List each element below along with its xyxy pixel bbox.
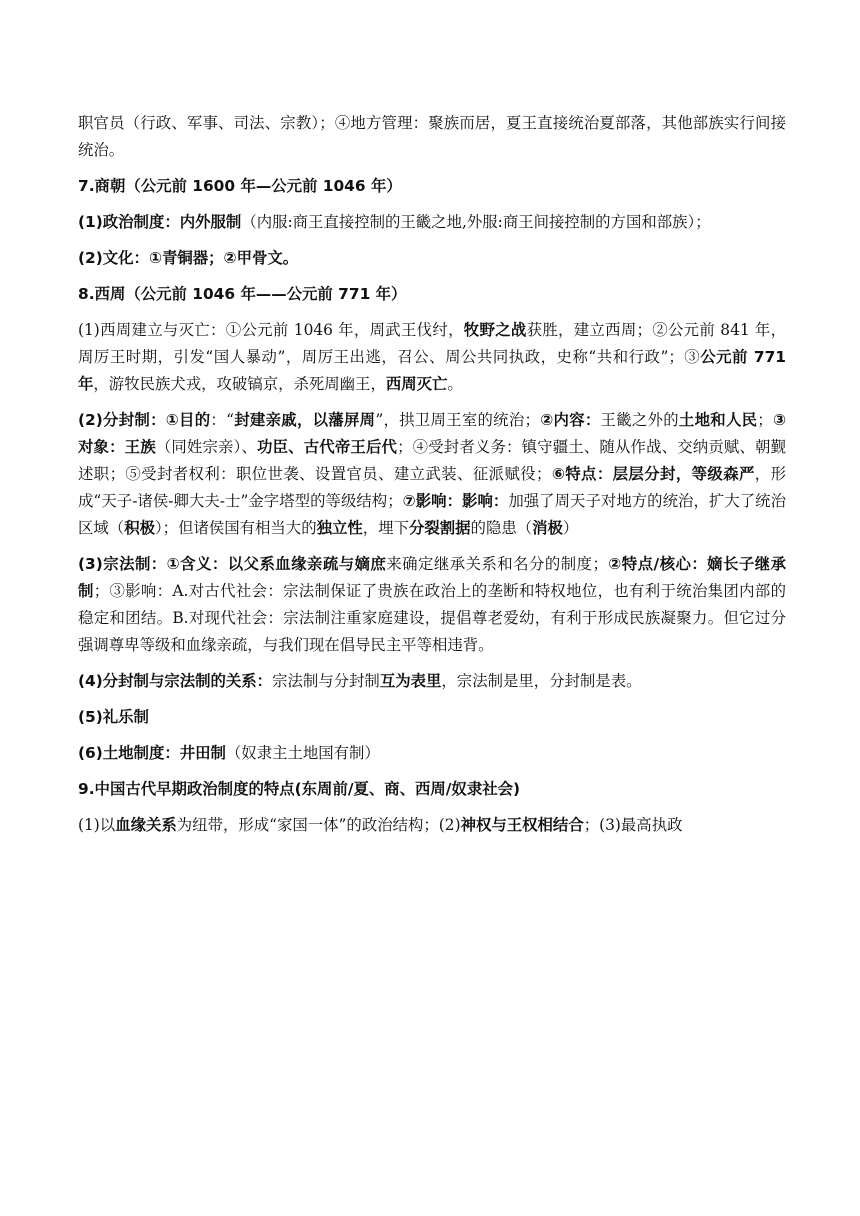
bold-text: 互为表里	[379, 672, 442, 690]
text-run: ；③影响：A.对古代社会：宗法制保证了贵族在政治上的垄断和特权地位，也有利于统治集团内部的稳定和团结。B.对现代社会：宗法制注重家庭建设，提倡尊老爱幼，有利于形成民族凝聚力。但它过分强调尊卑等级和血缘亲疏，与我们现在倡导民主平等相违背。	[78, 582, 786, 654]
bold-text: 土地和人民	[678, 411, 758, 429]
text-run: ，埋下	[362, 519, 409, 537]
text-run: （奴隶主土地国有制）	[225, 744, 380, 762]
document-page	[78, 110, 786, 848]
text-run: ；④受封者义务：镇守疆土、随从作战、交纳贡赋、朝觐述职；⑤受封者权利：职位世袭、设置官员、建立武装、征派赋役；	[78, 438, 786, 483]
text-run: （同姓宗亲）、	[155, 438, 258, 456]
text-run: 加强了周天子对地方的统治，扩大了统治区域（	[78, 492, 787, 537]
text-run: ；(3)最高执政	[583, 816, 683, 834]
text-run: 来确定继承关系和名分的制度；	[386, 555, 608, 573]
text-run: ：“	[210, 411, 234, 429]
paragraph	[78, 704, 786, 731]
bold-text: 牧野之战	[463, 321, 527, 339]
bold-text: 独立性	[316, 519, 363, 537]
text-run: 职官员（行政、军事、司法、宗教）；④地方管理：聚族而居，夏王直接统治夏部落，其他部族实行间接统治。	[78, 114, 786, 159]
bold-text: 消极	[532, 519, 563, 537]
bold-text: (1)政治制度：	[78, 213, 180, 231]
text-run: ）	[562, 519, 579, 537]
bold-text: 功臣、古代帝王后代	[257, 438, 398, 456]
bold-text: 8.西周（公元前 1046 年——公元前 771 年）	[78, 285, 407, 303]
bold-text: 血缘关系	[115, 816, 177, 834]
bold-text: (5)礼乐制	[78, 708, 149, 726]
bold-text: ②特点/核心：嫡长子继承制	[78, 555, 786, 600]
bold-text: (6)土地制度：井田制	[78, 744, 226, 762]
bold-text: ②内容：	[539, 411, 601, 429]
paragraph	[78, 317, 786, 398]
bold-text: (4)分封制与宗法制的关系：	[78, 672, 273, 690]
text-run: 。	[447, 375, 463, 393]
bold-text: 积极	[124, 519, 155, 537]
paragraph	[78, 209, 786, 236]
paragraph	[78, 812, 786, 839]
bold-text: ⑥特点：层层分封，等级森严	[551, 465, 755, 483]
bold-text: 神权与王权相结合	[460, 816, 584, 834]
text-run: ）；但诸侯国有相当大的	[154, 519, 317, 537]
bold-text: ③对象：王族	[78, 411, 787, 456]
bold-text: 7.商朝（公元前 1600 年—公元前 1046 年）	[78, 177, 402, 195]
paragraph	[78, 407, 786, 542]
bold-text: 内外服制	[179, 213, 242, 231]
paragraph	[78, 668, 786, 695]
text-run: ，游牧民族犬戎，攻破镐京，杀死周幽王，	[93, 375, 386, 393]
bold-text: (3)宗法制：①含义：以父系血缘亲疏与嫡庶	[78, 555, 387, 573]
bold-text: 9.中国古代早期政治制度的特点(东周前/夏、商、西周/奴隶社会)	[78, 780, 521, 798]
text-run: 王畿之外的	[600, 411, 679, 429]
text-run: ，形成“天子-诸侯-卿大夫-士”金字塔型的等级结构；	[78, 465, 786, 510]
paragraph	[78, 551, 786, 659]
text-run: 为纽带，形成“家国一体”的政治结构；(2)	[176, 816, 461, 834]
bold-text: 封建亲戚，以藩屏周	[233, 411, 376, 429]
bold-text: 分裂割据	[408, 519, 471, 537]
text-run: 的隐患（	[470, 519, 533, 537]
text-run: (1)以	[78, 816, 116, 834]
text-run: 获胜，建立西周；②公元前 841 年，周厉王时期，引发“国人暴动”，周厉王出逃，召公、周公共同执政，史称“共和行政”；③	[78, 321, 786, 366]
paragraph	[78, 740, 786, 767]
paragraph	[78, 110, 786, 164]
bold-text: ⑦影响：影响：	[402, 492, 509, 510]
section-heading	[78, 173, 786, 200]
bold-text: (2)文化：①青铜器；②甲骨文。	[78, 249, 299, 267]
text-run: 宗法制与分封制	[272, 672, 380, 690]
bold-text: (2)分封制：①目的	[78, 411, 211, 429]
paragraph	[78, 245, 786, 272]
section-heading	[78, 776, 786, 803]
text-run: ”，拱卫周王室的统治；	[375, 411, 540, 429]
section-heading	[78, 281, 786, 308]
bold-text: 西周灭亡	[385, 375, 448, 393]
text-run: （内服:商王直接控制的王畿之地,外服:商王间接控制的方国和部族）；	[241, 213, 711, 231]
text-run: ，宗法制是里，分封制是表。	[441, 672, 642, 690]
text-run: (1)西周建立与灭亡：①公元前 1046 年，周武王伐纣，	[78, 321, 464, 339]
text-run: ；	[757, 411, 773, 429]
bold-text: 公元前 771 年	[78, 348, 786, 393]
